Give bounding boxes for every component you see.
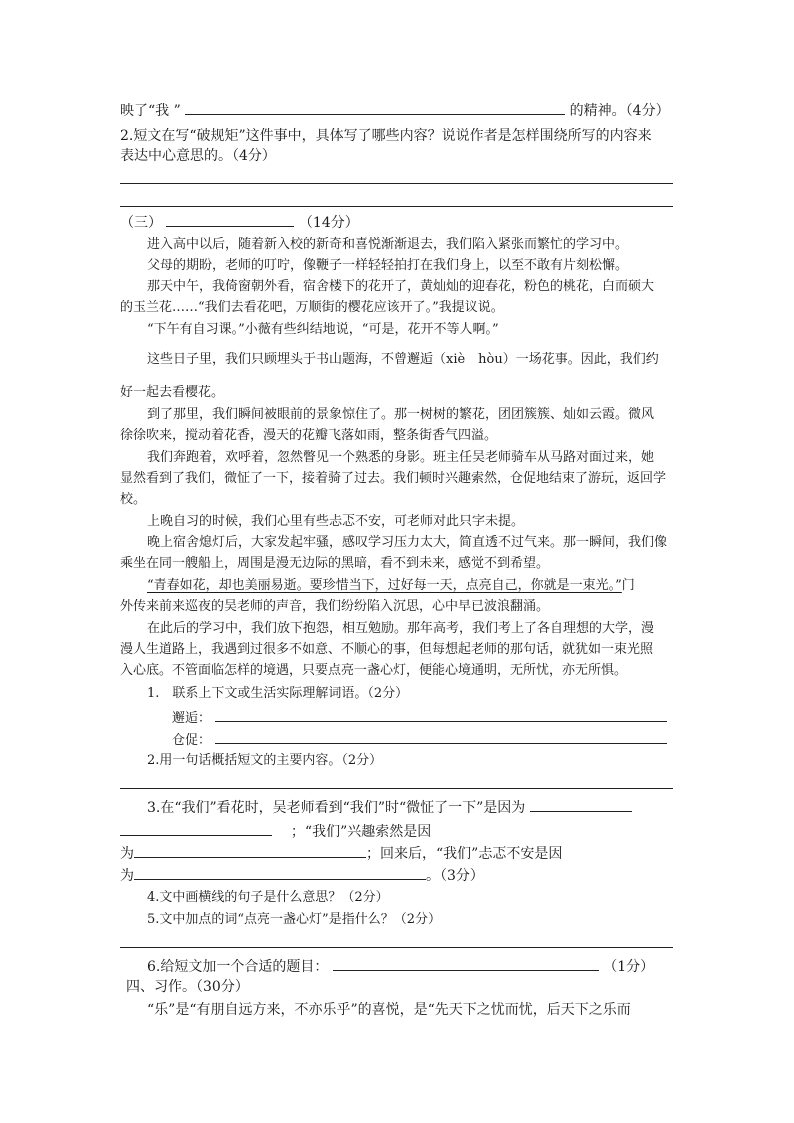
passage-line: 好一起去看樱花。 [120,385,225,400]
question-3-line-1 [147,797,632,818]
question-3-text: 。（3分） [426,868,484,884]
q6-blank[interactable] [333,956,599,971]
q3-blank-4[interactable] [134,865,426,880]
q1-blank[interactable] [185,100,565,115]
q1-text-end: 的精神。（4分） [569,103,670,119]
question-5: 5.文中加点的词“点亮一盏心灯”是指什么？（2分） [147,912,441,927]
section-score: （14分） [298,215,359,231]
question-6-text: 6.给短文加一个合适的题目： [147,959,329,975]
q2-line-1: 2.短文在写“破规矩”这件事中，具体写了哪些内容？说说作者是怎样围绕所写的内容来 [120,128,652,144]
passage-line: 晚上宿舍熄灯后，大家发起牢骚，感叹学习压力太大，简直透不过气来。那一瞬间，我们像 [147,535,668,550]
section-three-header [120,212,359,233]
passage-line: 这些日子里，我们只顾埋头于书山题海，不曾邂逅（xiè hòu）一场花事。因此，我们约 [147,352,659,367]
passage-text: 门 [621,578,635,593]
passage-line: 我们奔跑着，欢呼着，忽然瞥见一个熟悉的身影。班主任吴老师骑车从马路对面过来，她 [147,450,655,465]
passage-line: 父母的期盼，老师的叮咛，像鞭子一样轻轻拍打在我们身上，以至不敢有片刻松懈。 [147,258,629,273]
question-4: 4.文中画横线的句子是什么意思？（2分） [147,890,389,905]
question-2: 2.用一句话概括短文的主要内容。（2分） [147,753,383,768]
passage-line: 显然看到了我们，微怔了一下，接着骑了过去。我们顿时兴趣索然，仓促地结束了游玩，返回学 [120,471,667,486]
question-3-text: 3.在“我们”看花时，吴老师看到“我们”时“微怔了一下”是因为 [147,800,526,816]
question-3-text: 为 [120,868,134,884]
answer-rule[interactable] [120,206,673,207]
q1-text-start: 映了“我 ” [120,103,181,119]
passage-line: 入心底。不管面临怎样的境遇，只要点亮一盏心灯，便能心境通明，无所忧，亦无所惧。 [120,663,628,678]
title-blank[interactable] [166,212,294,227]
section-number: （三） [120,215,162,231]
question-3-line-3 [120,843,562,864]
question-3-text: 为 [120,846,134,862]
q1-word-2-blank[interactable] [215,729,667,744]
passage-line: 校。 [120,492,147,507]
answer-rule[interactable] [120,947,673,948]
q1-word-1-row [172,707,667,729]
q3-blank-3[interactable] [134,843,366,858]
q1-word-1-blank[interactable] [215,707,667,722]
question-3-line-4 [120,865,484,886]
q2-line-2: 表达中心意思的。（4分） [120,148,276,164]
passage-line: 那天中午，我倚窗朝外看，宿舍楼下的花开了，黄灿灿的迎春花，粉色的桃花，白而硕大 [147,279,655,294]
question-3-text: ；回来后，“我们”忐忑不安是因 [366,846,563,862]
q1-word-2-row [172,729,667,751]
q1-word-1: 邂逅： [172,711,212,726]
q3-blank-1[interactable] [530,797,632,812]
question-6 [147,956,654,977]
q1-answer-line [120,100,670,121]
question-6-score: （1分） [603,959,655,975]
passage-line: 到了那里，我们瞬间被眼前的景象惊住了。那一树树的繁花，团团簇簇、灿如云霞。微风 [147,407,655,422]
section-four-heading: 四、习作。（30分） [126,979,249,995]
underlined-sentence-line [147,576,635,596]
answer-rule[interactable] [120,788,673,789]
passage-line: 外传来前来巡夜的吴老师的声音，我们纷纷陷入沉思，心中早已波浪翻涌。 [120,599,550,614]
underlined-sentence: “青春如花，却也美丽易逝。要珍惜当下，过好每一天，点亮自己，你就是一束光。” [147,578,622,593]
question-1: 1. 联系上下文或生活实际理解词语。（2分） [147,686,409,701]
passage-line: “下午有自习课。”小薇有些纠结地说，“可是，花开不等人啊。” [147,322,499,337]
answer-rule[interactable] [120,183,673,184]
passage-line: 徐徐吹来，搅动着花香，漫天的花瓣飞落如雨，整条街香气四溢。 [120,428,498,443]
q3-blank-2[interactable] [120,821,272,836]
section-four-prompt: “乐”是“有朋自远方来，不亦乐乎”的喜悦，是“先天下之忧而忧，后天下之乐而 [147,1002,631,1018]
passage-line: 进入高中以后，随着新入校的新奇和喜悦渐渐退去，我们陷入紧张而繁忙的学习中。 [147,237,629,252]
question-3-line-2 [120,821,431,842]
passage-line: 在此后的学习中，我们放下抱怨，相互勉励。那年高考，我们考上了各自理想的大学，漫 [147,621,655,636]
passage-line: 乘坐在同一艘船上，周围是漫无边际的黑暗，看不到未来，感觉不到希望。 [120,556,550,571]
question-3-text: ；“我们”兴趣索然是因 [290,824,432,840]
passage-line: 上晚自习的时候，我们心里有些忐忑不安，可老师对此只字未提。 [147,514,525,529]
passage-line: 的玉兰花……“我们去看花吧，万顺街的樱花应该开了。”我提议说。 [120,300,504,315]
q1-word-2: 仓促： [172,733,212,748]
passage-line: 漫人生道路上，我遇到过很多不如意、不顺心的事，但每想起老师的那句话，就犹如一束光照 [120,642,654,657]
